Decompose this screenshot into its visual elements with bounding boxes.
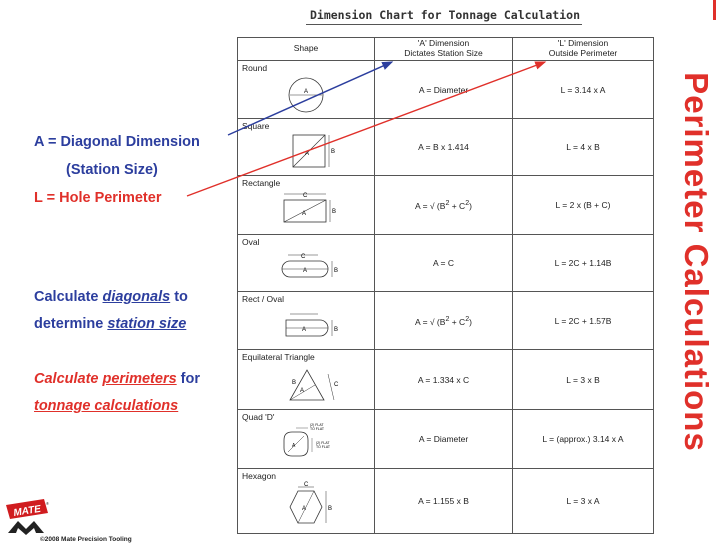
svg-text:B: B — [292, 380, 297, 386]
svg-text:A: A — [302, 327, 307, 333]
shape-label: Oval — [242, 237, 260, 247]
header-a-dimension: 'A' Dimension Dictates Station Size — [375, 38, 513, 61]
shape-label: Square — [242, 121, 270, 131]
svg-text:A: A — [302, 211, 307, 217]
svg-text:C: C — [304, 482, 309, 488]
svg-text:®: ® — [46, 501, 49, 506]
copyright-footer: ©2008 Mate Precision Tooling — [40, 536, 132, 543]
svg-text:B: B — [334, 327, 339, 333]
svg-text:A: A — [292, 443, 296, 449]
l-value: L = 3.14 x A — [513, 61, 654, 119]
legend-station-size: (Station Size) — [66, 162, 158, 178]
shape-label: Rectangle — [242, 178, 281, 188]
a-value-formula: A = √ $(B^2 + C^2)$ — [375, 292, 513, 350]
svg-text:A: A — [303, 268, 308, 274]
svg-text:C: C — [334, 382, 339, 388]
shape-label: Hexagon — [242, 471, 277, 481]
legend-a-dimension: A = Diagonal Dimension — [34, 134, 200, 150]
shape-label: Rect / Oval — [242, 294, 285, 304]
svg-text:A: A — [305, 151, 310, 157]
svg-text:B: B — [332, 209, 337, 215]
l-value: L = 2C + 1.14B — [513, 235, 654, 292]
note-perimeters-line1: Calculate perimeters for — [34, 371, 201, 387]
svg-text:TO FLAT: TO FLAT — [316, 445, 331, 449]
note-diagonals-line2: determine station size — [34, 316, 187, 332]
note-diagonals-word: diagonals — [102, 289, 171, 305]
note-station-size-word: station size — [107, 316, 187, 332]
a-value: A = B x 1.414 — [375, 119, 513, 176]
a-value: A = Diameter — [375, 61, 513, 119]
header-shape: Shape — [238, 38, 375, 61]
note-perimeters-word: perimeters — [102, 371, 177, 387]
slide-title: Perimeter Calculations — [678, 72, 715, 452]
a-dimension-pointer — [228, 62, 392, 135]
legend-l-perimeter: L = Hole Perimeter — [34, 190, 162, 206]
chart-title: Dimension Chart for Tonnage Calculation — [309, 8, 581, 22]
svg-text:(2) FLAT: (2) FLAT — [316, 441, 330, 445]
mate-logo — [4, 497, 54, 535]
svg-text:TO FLAT: TO FLAT — [310, 427, 325, 431]
a-value: A = 1.334 x C — [375, 350, 513, 410]
note-tonnage-line: tonnage calculations — [34, 398, 179, 414]
svg-text:C: C — [301, 254, 306, 260]
svg-text:C: C — [303, 193, 308, 199]
svg-text:B: B — [328, 506, 333, 512]
a-value: A = Diameter — [375, 410, 513, 469]
svg-text:B: B — [331, 149, 336, 155]
svg-text:A: A — [304, 89, 309, 95]
header-l-dimension: 'L' Dimension Outside Perimeter — [513, 38, 654, 61]
svg-text:MATE: MATE — [12, 503, 42, 519]
shape-label: Round — [242, 63, 268, 73]
svg-text:A: A — [302, 506, 307, 512]
shape-label: Quad 'D' — [242, 412, 275, 422]
l-value: L = 2C + 1.57B — [513, 292, 654, 350]
l-value: L = 3 x B — [513, 350, 654, 410]
note-diagonals-line1: Calculate diagonals to — [34, 289, 188, 305]
svg-text:A: A — [300, 388, 305, 394]
l-value: L = 3 x A — [513, 469, 654, 534]
l-value: L = 4 x B — [513, 119, 654, 176]
a-value: A = C — [375, 235, 513, 292]
l-value: L = (approx.) 3.14 x A — [513, 410, 654, 469]
shape-label: Equilateral Triangle — [242, 352, 315, 362]
l-value: L = 2 x (B + C) — [513, 176, 654, 235]
svg-text:B: B — [334, 268, 339, 274]
svg-text:(2) FLAT: (2) FLAT — [310, 423, 324, 427]
a-value: A = 1.155 x B — [375, 469, 513, 534]
a-value-formula: A = √ $(B^2 + C^2)$ — [375, 176, 513, 235]
